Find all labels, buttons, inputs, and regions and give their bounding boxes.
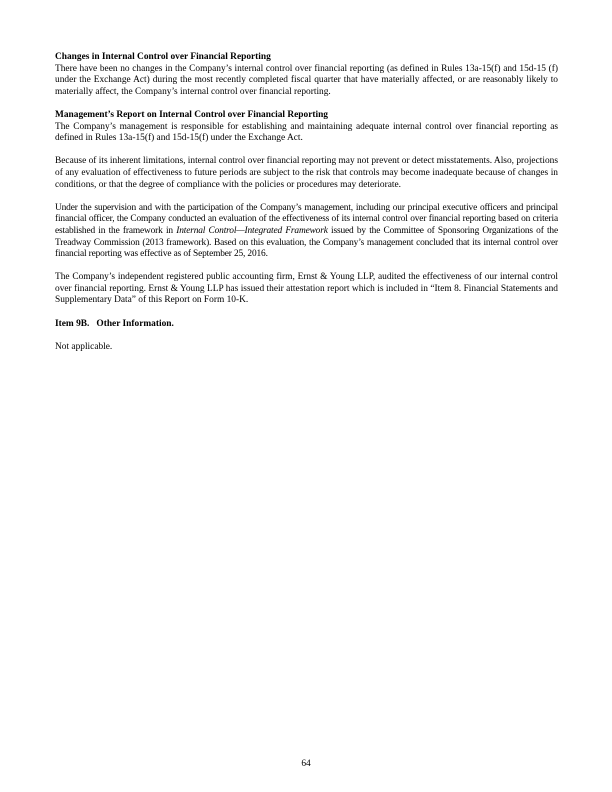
page-number: 64 [301,759,311,769]
paragraph [55,203,558,261]
section-heading: Management’s Report on Internal Control over Financial Reporting [55,109,328,120]
section-heading: Changes in Internal Control over Financial Reporting [55,52,271,62]
document-page [55,52,558,365]
section-changes-internal-control [55,52,558,98]
heading-spacer [55,330,558,342]
paragraph: The Company’s independent registered public accounting firm, Ernst & Young LLP, audited the effectiveness of our internal control over financial reporting. Ernst & Young LLP has issued their attestation report which is included in “Item 8. Financial Statements and Supplementary Data” of this Report on Form 10-K. [55,272,558,306]
framework-title: Internal Control—Integrated Framework [176,225,328,236]
paragraph: The Company’s management is responsible for establishing and maintaining adequate internal control over financial reporting as defined in Rules 13a-15(f) and 15d-15(f) under the Exchange Act. [55,121,558,144]
paragraph: Not applicable. [55,341,113,352]
paragraph-text: issued by the Committee of Sponsoring Organizations of the Treadway Commission (2013 framework). Based on this evaluation, the Company’s management concluded that its internal control over financial reporting was effective as of September 25, 2016. [55,225,558,260]
section-other-information [55,319,558,354]
paragraph: There have been no changes in the Company’s internal control over financial reporting (as defined in Rules 13a-15(f) and 15d-15 (f) under the Exchange Act) during the most recently completed fiscal quarter that have materially affected, or are reasonably likely to materially affect, the Company’s internal control over financial reporting. [55,63,558,97]
section-management-report [55,110,558,307]
paragraph: Because of its inherent limitations, internal control over financial reporting may not prevent or detect misstatements. Also, projections of any evaluation of effectiveness to future periods are subject to the risk that controls may become inadequate because of changes in conditions, or that the degree of compliance with the policies or procedures may deteriorate. [55,156,558,190]
section-heading: Item 9B. Other Information. [55,318,174,329]
paragraph-text: Under the supervision and with the participation of the Company’s management, including our principal executive officers and principal financial officer, the Company conducted an evaluation of the effectiveness of its internal control over financial reporting based on criteria established in the framework in [55,202,558,236]
